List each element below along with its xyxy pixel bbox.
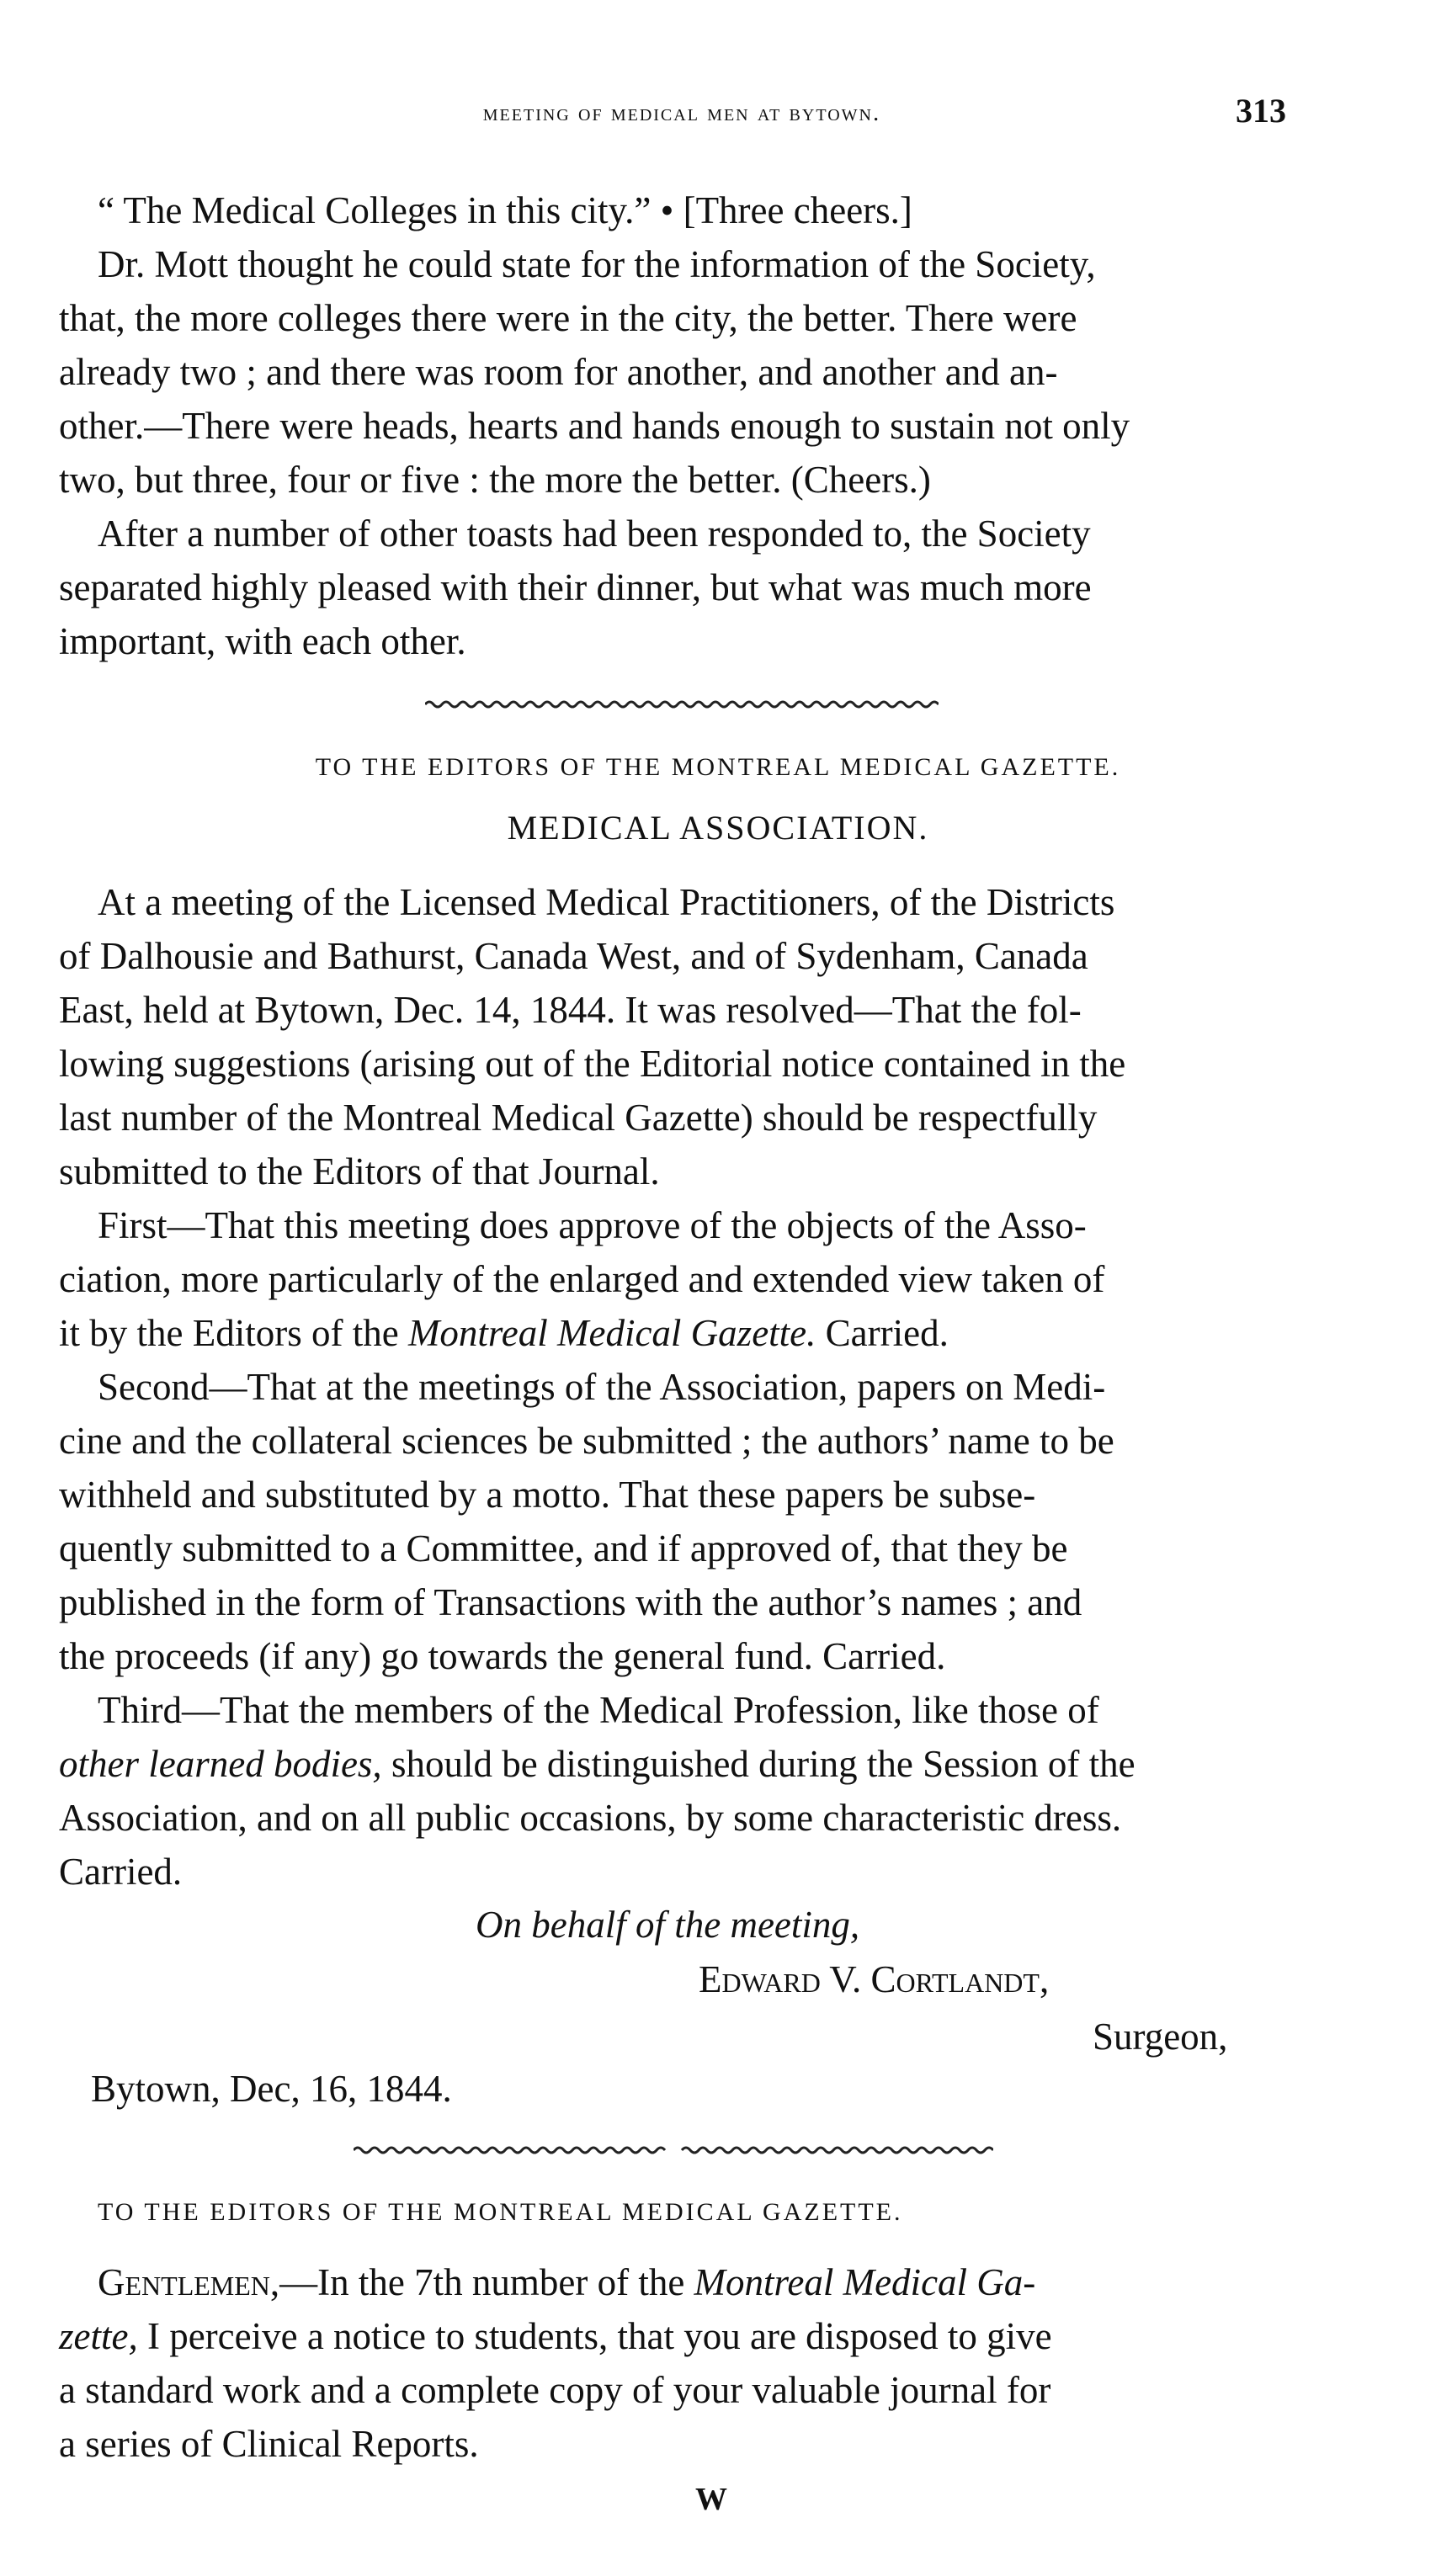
behalf-line	[476, 1898, 859, 1952]
text-span: —In the 7th number of the	[279, 2261, 694, 2303]
journal-name: zette,	[59, 2315, 138, 2357]
text-line	[59, 1737, 1310, 1791]
letter-body	[59, 875, 1310, 1899]
text-span: I perceive a notice to students, that you are disposed to give	[137, 2315, 1052, 2357]
salutation: Gentlemen,	[98, 2261, 280, 2303]
running-head: meeting of medical men at bytown.	[482, 99, 881, 126]
text-line: Association, and on all public occasions, by some characteristic dress.	[59, 1797, 1122, 1839]
text-line	[59, 2309, 1310, 2363]
text-line: of Dalhousie and Bathurst, Canada West, and of Sydenham, Canada	[59, 935, 1088, 977]
signer-name: Edward V. Cortlandt,	[699, 1958, 1050, 2000]
behalf-text: On behalf of the meeting,	[476, 1904, 860, 1946]
text-line: cine and the collateral sciences be submitted ; the authors’ name to be	[59, 1420, 1114, 1462]
text-line: withheld and substituted by a motto. That these papers be subse-	[59, 1474, 1036, 1516]
text-line: that, the more colleges there were in the city, the better. There were	[59, 297, 1077, 339]
text-line: already two ; and there was room for another, and another and an-	[59, 351, 1058, 393]
text-line: a standard work and a complete copy of your valuable journal for	[59, 2369, 1051, 2411]
text-line: ciation, more particularly of the enlarged and extended view taken of	[59, 1258, 1105, 1300]
text-line: submitted to the Editors of that Journal.	[59, 1150, 660, 1192]
letter-body	[59, 2255, 1310, 2471]
text-line: published in the form of Transactions with the author’s names ; and	[59, 1581, 1082, 1623]
text-line: After a number of other toasts had been responded to, the Society	[98, 513, 1091, 555]
text-line: the proceeds (if any) go towards the general fund. Carried.	[59, 1635, 946, 1677]
page-number: 313	[1236, 92, 1286, 130]
text-line: lowing suggestions (arising out of the Editorial notice contained in the	[59, 1043, 1126, 1085]
signature-mark: W	[695, 2482, 727, 2517]
text-line: other.—There were heads, hearts and hands enough to sustain not only	[59, 405, 1130, 447]
text-line: Carried.	[59, 1851, 183, 1893]
previous-article-text	[59, 183, 1310, 668]
article-title: MEDICAL ASSOCIATION.	[507, 809, 929, 847]
section-divider	[354, 2144, 993, 2156]
text-line: First—That this meeting does approve of the objects of the Asso-	[98, 1204, 1087, 1246]
text-span: should be distinguished during the Session of the	[381, 1743, 1136, 1785]
text-line: At a meeting of the Licensed Medical Practitioners, of the Districts	[98, 881, 1115, 923]
letter-addressee: TO THE EDITORS OF THE MONTREAL MEDICAL GAZETTE.	[315, 753, 1121, 781]
text-line: important, with each other.	[59, 620, 466, 662]
journal-name: Montreal Medical Ga-	[694, 2261, 1036, 2303]
text-line: quently submitted to a Committee, and if approved of, that they be	[59, 1527, 1068, 1570]
section-divider	[425, 698, 939, 710]
text-line: Dr. Mott thought he could state for the information of the Society,	[98, 243, 1096, 285]
text-line	[59, 1306, 1310, 1360]
text-line: a series of Clinical Reports.	[59, 2423, 479, 2465]
letter-addressee: TO THE EDITORS OF THE MONTREAL MEDICAL GAZETTE.	[98, 2198, 903, 2226]
text-line: “ The Medical Colleges in this city.” • [Three cheers.]	[98, 189, 912, 231]
text-line: separated highly pleased with their dinner, but what was much more	[59, 566, 1092, 608]
italic-phrase: other learned bodies,	[59, 1743, 382, 1785]
text-span: Carried.	[816, 1312, 949, 1354]
journal-name: Montreal Medical Gazette.	[407, 1312, 816, 1354]
text-line: East, held at Bytown, Dec. 14, 1844. It was resolved—That the fol-	[59, 989, 1082, 1031]
signer-title: Surgeon,	[1093, 2016, 1228, 2058]
text-line	[59, 2255, 1310, 2309]
text-line: last number of the Montreal Medical Gazette) should be respectfully	[59, 1097, 1098, 1139]
text-line: Second—That at the meetings of the Association, papers on Medi-	[98, 1366, 1106, 1408]
text-span: it by the Editors of the	[59, 1312, 408, 1354]
place-date: Bytown, Dec, 16, 1844.	[91, 2068, 452, 2110]
text-line: Third—That the members of the Medical Profession, like those of	[98, 1689, 1099, 1731]
text-line: two, but three, four or five : the more the better. (Cheers.)	[59, 459, 931, 501]
